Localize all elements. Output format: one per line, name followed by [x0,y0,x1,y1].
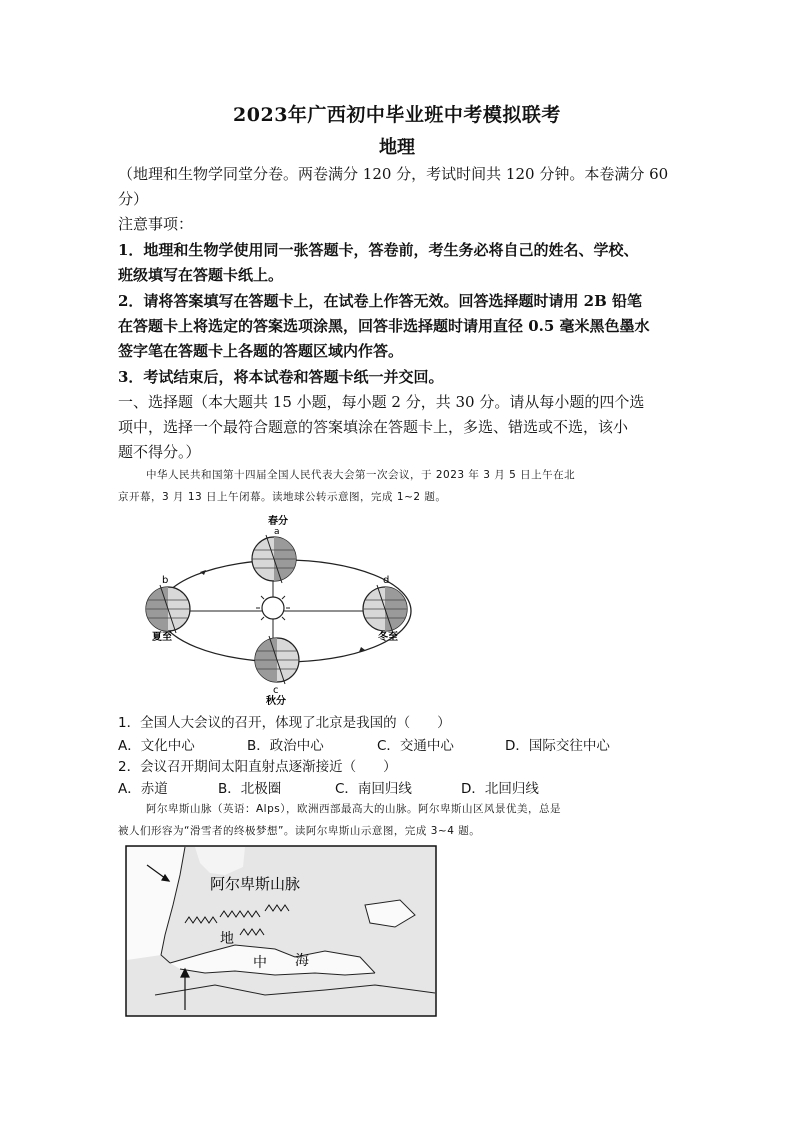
alps-map [125,845,437,1017]
earth-autumn-icon [255,636,299,684]
question-1-option-c[interactable]: C．交通中心 [377,738,454,754]
question-2-option-b[interactable]: B．北极圈 [218,781,282,797]
notice-heading: 注意事项： [118,215,194,233]
passage2-line2: 被人们形容为“滑雪者的终极梦想”。读阿尔卑斯山示意图，完成 3~4 题。 [118,825,481,837]
exam-title: 2023年广西初中毕业班中考模拟联考 [233,104,561,126]
earth-summer-icon [146,585,190,633]
question-2-option-c[interactable]: C．南回归线 [335,781,412,797]
question-2-option-a[interactable]: A．赤道 [118,781,168,797]
subject-title: 地理 [379,137,415,158]
exam-note-line1: （地理和生物学同堂分卷。两卷满分 120 分，考试时间共 120 分钟。本卷满分 60 [118,165,669,183]
section1-line2: 项中，选择一个最符合题意的答案填涂在答题卡上，多选、错选或不选，该小 [118,418,629,436]
earth-winter-icon [363,585,407,633]
question-1-option-b[interactable]: B．政治中心 [247,738,324,754]
notice-item-3: 3．考试结束后，将本试卷和答题卡纸一并交回。 [118,368,444,386]
label-sea-di: 地 [220,931,234,947]
label-sea-hai: 海 [295,953,309,969]
notice-item-2a: 2．请将答案填写在答题卡上，在试卷上作答无效。回答选择题时请用 2B 铅笔 [118,292,642,310]
passage1-line2: 京开幕，3 月 13 日上午闭幕。读地球公转示意图，完成 1~2 题。 [118,491,447,503]
passage1-line1: 中华人民共和国第十四届全国人民代表大会第一次会议，于 2023 年 3 月 5 日上午在北 [146,469,576,481]
question-1-stem: 1．全国人大会议的召开，体现了北京是我国的（ ） [118,715,451,731]
notice-item-1a: 1．地理和生物学使用同一张答题卡，答卷前，考生务必将自己的姓名、学校、 [118,241,639,259]
earth-spring-icon [252,535,296,583]
label-c: c [273,685,279,696]
earth-revolution-diagram [140,512,430,706]
orbit-arrow [200,570,206,575]
question-2-option-d[interactable]: D．北回归线 [461,781,539,797]
notice-item-2b: 在答题卡上将选定的答案选项涂黑，回答非选择题时请用直径 0.5 毫米黑色墨水 [118,317,650,335]
label-b: b [162,575,169,586]
label-sea-zhong: 中 [253,955,267,971]
label-d: d [383,575,390,586]
label-alps: 阿尔卑斯山脉 [210,875,301,893]
passage2-line1: 阿尔卑斯山脉（英语：Alps），欧洲西部最高大的山脉。阿尔卑斯山区风景优美，总是 [146,803,561,815]
question-1-option-d[interactable]: D．国际交往中心 [505,738,610,754]
section1-line3: 题不得分。） [118,443,201,461]
label-winter: 冬至 [378,632,398,643]
exam-note-line2: 分） [118,190,149,208]
label-autumn: 秋分 [266,696,286,706]
question-1-option-a[interactable]: A．文化中心 [118,738,195,754]
label-spring: 春分 [268,516,288,527]
question-2-stem: 2．会议召开期间太阳直射点逐渐接近（ ） [118,759,397,775]
notice-item-2c: 签字笔在答题卡上各题的答题区域内作答。 [118,342,404,360]
label-a: a [274,527,280,537]
section1-line1: 一、选择题（本大题共 15 小题，每小题 2 分，共 30 分。请从每小题的四个选 [118,393,645,411]
notice-item-1b: 班级填写在答题卡纸上。 [118,266,284,284]
label-summer: 夏至 [152,632,172,643]
